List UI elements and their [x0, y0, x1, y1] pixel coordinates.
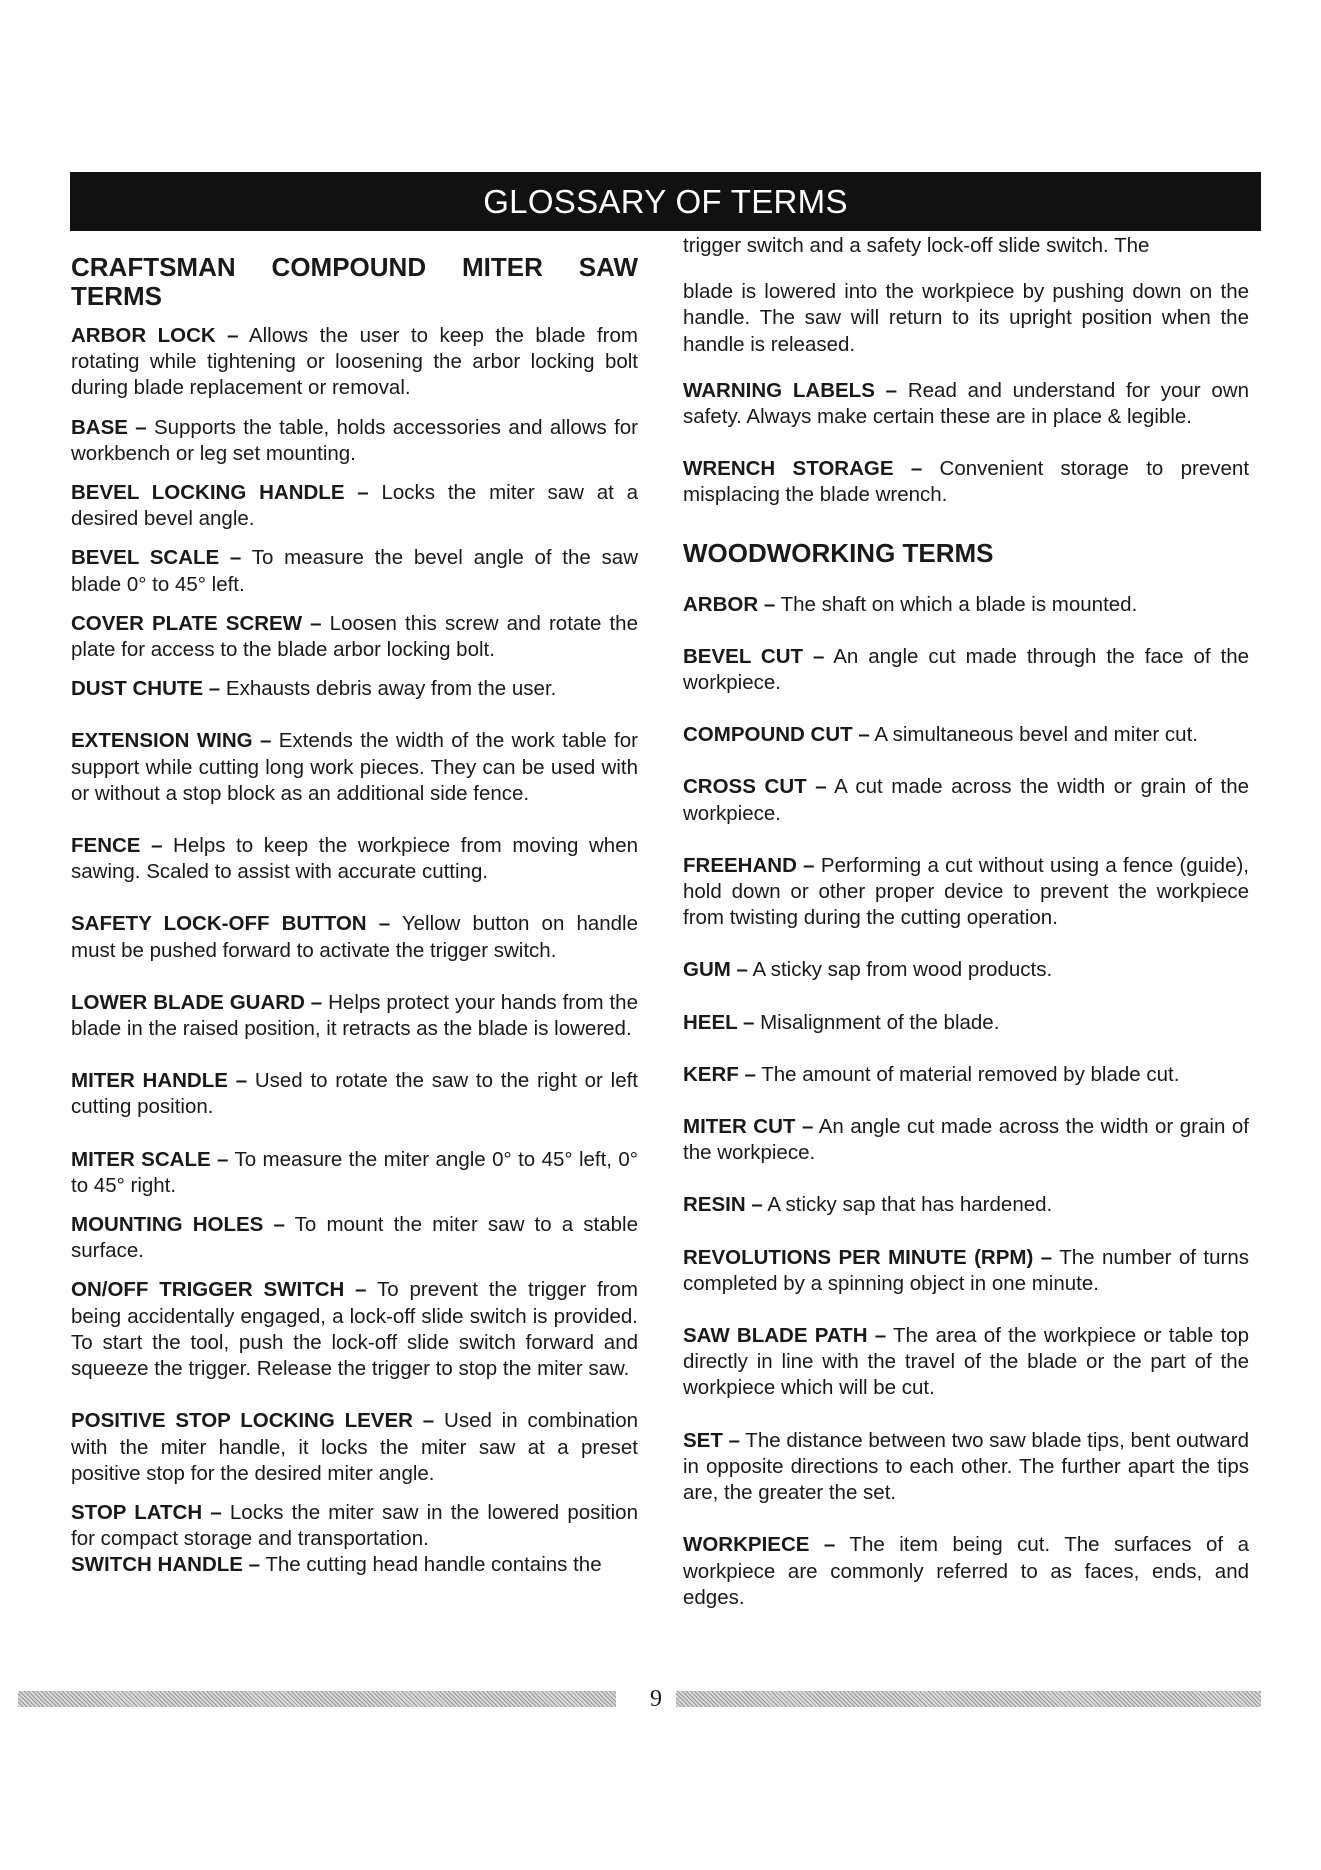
glossary-banner: GLOSSARY OF TERMS	[70, 172, 1261, 231]
footer-pattern-left	[18, 1691, 616, 1707]
glossary-entry	[71, 1552, 638, 1578]
glossary-definition: The item being cut. The surfaces of a workpiece are commonly referred to as faces, ends, and edges.	[683, 1533, 1249, 1609]
glossary-term: MITER CUT –	[683, 1115, 814, 1139]
craftsman-terms-list-continued	[683, 378, 1249, 509]
glossary-term: MOUNTING HOLES –	[71, 1213, 285, 1237]
glossary-term: STOP LATCH –	[71, 1500, 222, 1524]
glossary-definition: An angle cut made across the width or grain of the workpiece.	[683, 1115, 1249, 1165]
glossary-entry	[71, 990, 638, 1042]
glossary-definition: The shaft on which a blade is mounted.	[775, 592, 1138, 616]
glossary-definition: Locks the miter saw at a desired bevel angle.	[71, 481, 638, 531]
glossary-term: BEVEL LOCKING HANDLE –	[71, 481, 369, 505]
glossary-definition: Performing a cut without using a fence (guide), hold down or other proper device to prevent the workpiece from twisting during the cutting operation.	[683, 853, 1249, 930]
glossary-definition: Used in combination with the miter handle, it locks the miter saw at a preset positive stop for the desired miter angle.	[71, 1409, 638, 1485]
glossary-entry	[683, 1428, 1249, 1507]
glossary-definition: A cut made across the width or grain of the workpiece.	[683, 775, 1249, 825]
glossary-definition: Yellow button on handle must be pushed forward to activate the trigger switch.	[71, 912, 639, 962]
glossary-entry	[71, 1408, 638, 1487]
glossary-definition: The area of the workpiece or table top directly in line with the travel of the blade or the part of the workpiece which will be cut.	[683, 1324, 1249, 1400]
glossary-entry	[71, 545, 638, 597]
glossary-entry	[71, 611, 638, 663]
glossary-term: BEVEL CUT –	[683, 644, 825, 668]
glossary-entry	[683, 722, 1249, 748]
glossary-entry	[71, 728, 638, 807]
glossary-term: POSITIVE STOP LOCKING LEVER –	[71, 1409, 435, 1433]
glossary-entry	[683, 853, 1249, 932]
glossary-entry	[71, 1277, 638, 1382]
glossary-term: SAW BLADE PATH –	[683, 1324, 887, 1348]
glossary-entry	[683, 957, 1249, 983]
glossary-entry	[683, 1062, 1249, 1088]
glossary-entry	[71, 911, 638, 963]
page-footer	[18, 1686, 1261, 1712]
glossary-definition: Used to rotate the saw to the right or left cutting position.	[71, 1069, 638, 1119]
craftsman-terms-heading: CRAFTSMAN COMPOUND MITER SAW TERMS	[71, 252, 638, 311]
glossary-term: MITER SCALE –	[71, 1147, 229, 1171]
glossary-term: HEEL –	[683, 1010, 755, 1034]
glossary-definition: Helps protect your hands from the blade in the raised position, it retracts as the blade is lowered.	[71, 990, 638, 1041]
glossary-definition: Exhausts debris away from the user.	[220, 677, 557, 701]
glossary-entry	[683, 1532, 1249, 1611]
glossary-entry	[71, 676, 638, 702]
glossary-definition: Supports the table, holds accessories and allows for workbench or leg set mounting.	[71, 415, 638, 465]
glossary-definition: The distance between two saw blade tips, bent outward in opposite directions to each other. The further apart the tips are, the greater the set.	[683, 1428, 1249, 1505]
craftsman-terms-list	[71, 323, 638, 1579]
glossary-entry	[71, 323, 638, 402]
glossary-definition: A sticky sap that has hardened.	[762, 1193, 1053, 1217]
glossary-definition: Helps to keep the workpiece from moving when sawing. Scaled to assist with accurate cutting.	[71, 834, 638, 884]
glossary-term: SET –	[683, 1428, 740, 1452]
left-column	[71, 253, 638, 1592]
glossary-definition: The number of turns completed by a spinning object in one minute.	[683, 1245, 1250, 1295]
glossary-definition: A sticky sap from wood products.	[747, 958, 1053, 982]
glossary-entry	[71, 1147, 638, 1199]
glossary-term: EXTENSION WING –	[71, 729, 272, 753]
glossary-term: GUM –	[683, 958, 748, 982]
glossary-term: ON/OFF TRIGGER SWITCH –	[71, 1278, 367, 1302]
glossary-term: BASE –	[71, 415, 147, 439]
woodworking-terms-heading: WOODWORKING TERMS	[683, 537, 994, 568]
glossary-definition: To mount the miter saw to a stable surface.	[71, 1213, 638, 1263]
glossary-entry	[683, 1010, 1249, 1036]
glossary-definition: Allows the user to keep the blade from rotating while tightening or loosening the arbor locking bolt during blade replacement or removal.	[71, 324, 638, 400]
glossary-entry	[683, 378, 1249, 430]
glossary-definition: The cutting head handle contains the	[260, 1553, 602, 1577]
switch-handle-continuation-1: trigger switch and a safety lock-off slide switch. The	[683, 234, 1150, 257]
glossary-definition: Read and understand for your own safety. Always make certain these are in place & legible.	[683, 378, 1249, 429]
glossary-term: WRENCH STORAGE –	[683, 457, 923, 481]
page-number: 9	[650, 1686, 662, 1712]
glossary-entry	[683, 644, 1249, 696]
glossary-entry	[683, 592, 1249, 618]
right-column	[683, 233, 1249, 1624]
glossary-definition: The amount of material removed by blade cut.	[755, 1062, 1180, 1086]
glossary-term: COMPOUND CUT –	[683, 723, 870, 747]
glossary-entry	[683, 1114, 1249, 1166]
glossary-term: FENCE –	[71, 834, 163, 858]
glossary-entry	[71, 415, 638, 467]
glossary-term: ARBOR –	[683, 592, 776, 616]
glossary-entry	[683, 1323, 1249, 1402]
glossary-definition: Locks the miter saw in the lowered position for compact storage and transportation.	[71, 1500, 638, 1551]
glossary-definition: To measure the miter angle 0° to 45° left, 0° to 45° right.	[71, 1147, 639, 1197]
glossary-term: RESIN –	[683, 1193, 763, 1217]
glossary-entry	[71, 1068, 638, 1120]
glossary-definition: An angle cut made through the face of the workpiece.	[683, 644, 1250, 695]
glossary-definition: Extends the width of the work table for support while cutting long work pieces. They can be used with or without a stop block as an additional side fence.	[71, 729, 638, 805]
glossary-term: WORKPIECE –	[683, 1533, 836, 1557]
glossary-entry	[71, 480, 638, 532]
glossary-definition: To prevent the trigger from being accidentally engaged, a lock-off slide switch is provided. To start the tool, push the lock-off slide switch forward and squeeze the trigger. Release the trigger to stop the miter saw.	[71, 1278, 638, 1381]
footer-pattern-right	[676, 1691, 1261, 1707]
glossary-entry	[683, 1192, 1249, 1218]
glossary-entry	[683, 1245, 1249, 1297]
glossary-term: BEVEL SCALE –	[71, 546, 242, 570]
glossary-entry	[683, 774, 1249, 826]
woodworking-terms-list	[683, 592, 1249, 1611]
glossary-definition: To measure the bevel angle of the saw blade 0° to 45° left.	[71, 546, 638, 596]
glossary-entry	[71, 1500, 638, 1552]
glossary-term: SWITCH HANDLE –	[71, 1553, 261, 1577]
glossary-term: WARNING LABELS –	[683, 378, 898, 402]
glossary-entry	[683, 456, 1249, 508]
glossary-term: MITER HANDLE –	[71, 1069, 248, 1093]
glossary-term: SAFETY LOCK-OFF BUTTON –	[71, 912, 391, 936]
switch-handle-continuation-2: blade is lowered into the workpiece by pushing down on the handle. The saw will return to its upright position when the handle is released.	[683, 280, 1249, 356]
glossary-entry	[71, 833, 638, 885]
glossary-entry	[71, 1212, 638, 1264]
glossary-term: KERF –	[683, 1062, 756, 1086]
glossary-definition: Misalignment of the blade.	[754, 1010, 1000, 1034]
glossary-term: REVOLUTIONS PER MINUTE (RPM) –	[683, 1245, 1053, 1269]
glossary-term: FREEHAND –	[683, 853, 815, 877]
glossary-term: LOWER BLADE GUARD –	[71, 990, 323, 1014]
glossary-term: ARBOR LOCK –	[71, 324, 239, 347]
glossary-definition: A simultaneous bevel and miter cut.	[869, 723, 1198, 747]
glossary-definition: Convenient storage to prevent misplacing the blade wrench.	[683, 457, 1250, 507]
glossary-term: CROSS CUT –	[683, 775, 827, 799]
glossary-term: DUST CHUTE –	[71, 677, 221, 701]
glossary-term: COVER PLATE SCREW –	[71, 611, 322, 635]
glossary-definition: Loosen this screw and rotate the plate for access to the blade arbor locking bolt.	[71, 611, 638, 662]
